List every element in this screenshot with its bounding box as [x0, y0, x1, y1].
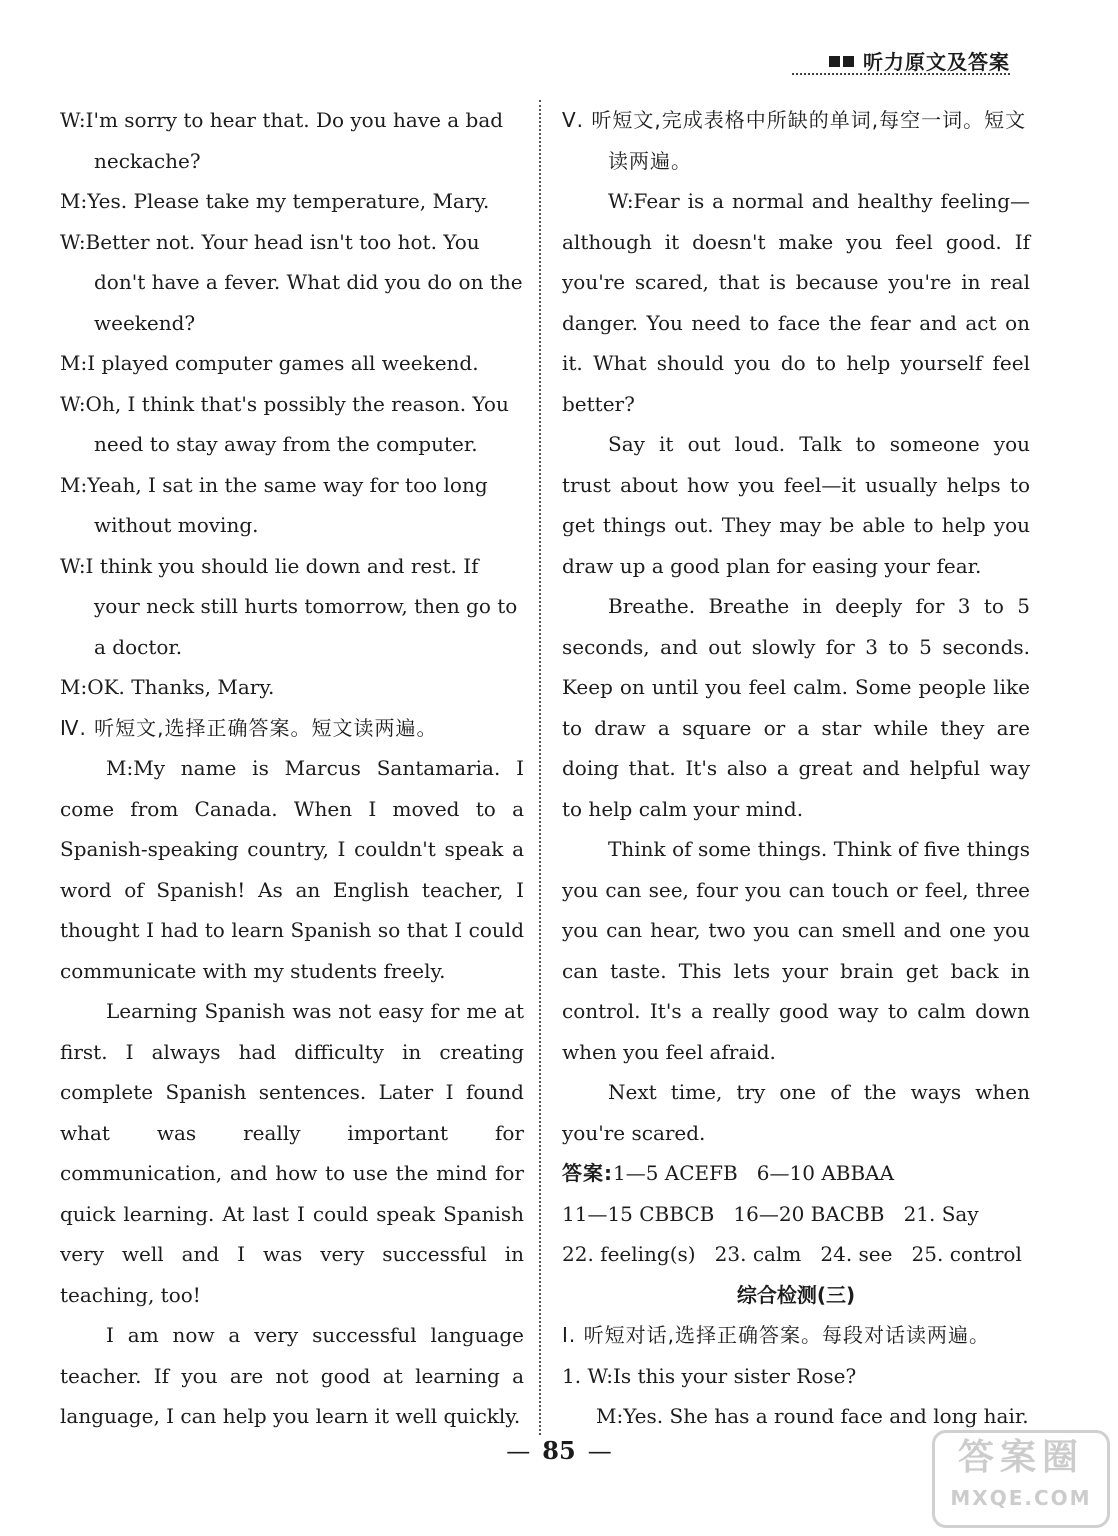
dialogue-line: W:Better not. Your head isn't too hot. You don't have a fever. What did you do on the weekend?	[60, 229, 523, 335]
page-number: — 85 —	[506, 1436, 612, 1465]
test-title: 综合检测(三)	[736, 1282, 856, 1307]
answer-key	[562, 1153, 1030, 1194]
header-square-icon	[829, 56, 840, 67]
section-1-instruction: Ⅰ. 听短对话,选择正确答案。每段对话读两遍。	[562, 1323, 990, 1347]
dialogue-line: W:I'm sorry to hear that. Do you have a bad neckache?	[60, 108, 504, 173]
question-line: M:Yes. She has a round face and long hair.	[596, 1404, 1029, 1428]
dialogue-line: M:Yes. Please take my temperature, Mary.	[60, 189, 490, 213]
page-header	[829, 46, 1010, 75]
answer-key-line: 22. feeling(s) 23. calm 24. see 25. control	[562, 1242, 1022, 1266]
passage-paragraph: Think of some things. Think of five things you can see, four you can touch or feel, three you can hear, two you can smell and one you can taste. This lets your brain get back in control. It's a really good way to calm down when you feel afraid.	[562, 837, 1030, 1064]
section-4-instruction: Ⅳ. 听短文,选择正确答案。短文读两遍。	[60, 715, 438, 740]
answer-key-label: 答案:	[562, 1161, 613, 1185]
passage-paragraph: M:My name is Marcus Santamaria. I come from Canada. When I moved to a Spanish-speaking country, I couldn't speak a word of Spanish! As an English teacher, I thought I had to learn Spanish so that I could communicate with my students freely.	[60, 756, 524, 983]
section-5-instruction: Ⅴ. 听短文,完成表格中所缺的单词,每空一词。短文读两遍。	[562, 108, 1027, 173]
passage-paragraph: Breathe. Breathe in deeply for 3 to 5 seconds, and out slowly for 3 to 5 seconds. Keep on until you feel calm. Some people like to draw a square or a star while they are doing that. It's also a great and helpful way to help calm your mind.	[562, 594, 1030, 821]
answer-key-line: 1—5 ACEFB 6—10 ABBAA	[613, 1161, 895, 1185]
page-number-value: 85	[542, 1436, 576, 1465]
dialogue-line: W:I think you should lie down and rest. If your neck still hurts tomorrow, then go to a doctor.	[60, 553, 518, 659]
right-column	[562, 100, 1030, 1437]
watermark-site: MXQE.COM	[950, 1486, 1092, 1510]
column-divider	[539, 100, 541, 1435]
watermark-logo	[932, 1430, 1110, 1528]
watermark-logo-text: 答案圈	[957, 1437, 1084, 1478]
passage-paragraph: Say it out loud. Talk to someone you trust about how you feel—it usually helps to get things out. They may be able to help you draw up a good plan for easing your fear.	[562, 432, 1030, 578]
passage-paragraph: Learning Spanish was not easy for me at first. I always had difficulty in creating complete Spanish sentences. Later I found what was really important for communication, and how to use the mind for quick learning. At last I could speak Spanish very well and I was very successful in teaching, too!	[60, 999, 524, 1307]
dialogue-line: M:OK. Thanks, Mary.	[60, 675, 275, 699]
passage-paragraph: Next time, try one of the ways when you're scared.	[562, 1080, 1030, 1145]
dialogue-line: M:Yeah, I sat in the same way for too long without moving.	[60, 472, 488, 537]
passage-paragraph: W:Fear is a normal and healthy feeling—although it doesn't make you feel good. If you're scared, that is because you're in real danger. You need to face the fear and act on it. What should you do to help yourself feel better?	[562, 189, 1030, 416]
left-column	[60, 100, 524, 1437]
dialogue-line: W:Oh, I think that's possibly the reason. You need to stay away from the computer.	[60, 391, 509, 456]
header-title: 听力原文及答案	[863, 50, 1010, 74]
dialogue-line: M:I played computer games all weekend.	[60, 351, 479, 375]
answer-key-line: 11—15 CBBCB 16—20 BACBB 21. Say	[562, 1201, 979, 1226]
header-square-icon	[843, 56, 854, 67]
header-dotted-rule	[792, 73, 1010, 75]
passage-paragraph: I am now a very successful language teacher. If you are not good at learning a language, I can help you learn it well quickly.	[60, 1323, 524, 1428]
question-line: 1. W:Is this your sister Rose?	[562, 1363, 857, 1388]
